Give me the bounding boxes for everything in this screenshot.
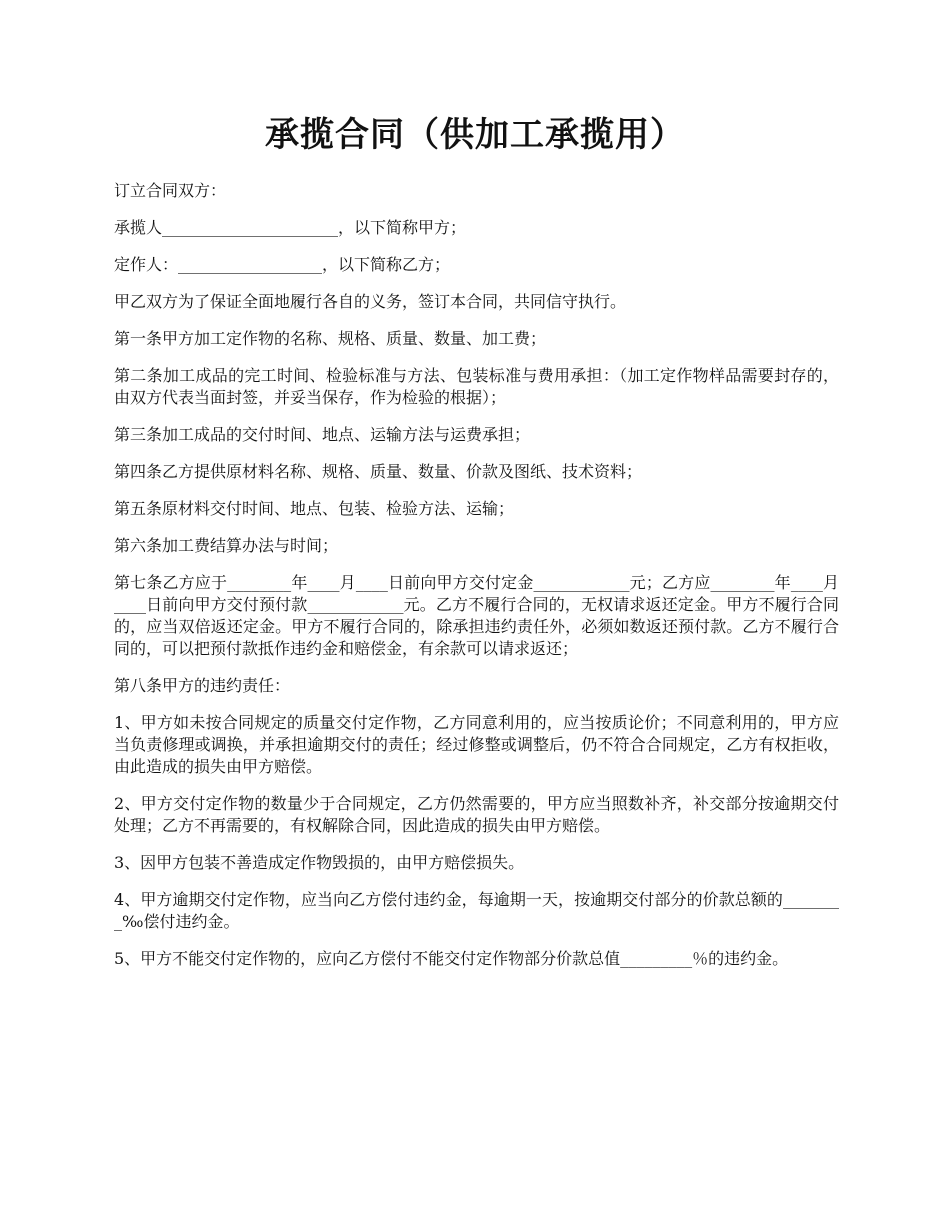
paragraph-article-6: 第六条加工费结算办法与时间； <box>114 536 339 555</box>
paragraph-article-5: 第五条原材料交付时间、地点、包装、检验方法、运输； <box>114 499 515 518</box>
paragraph-article-3: 第三条加工成品的交付时间、地点、运输方法与运费承担； <box>114 425 531 444</box>
paragraph-preamble: 甲乙双方为了保证全面地履行各自的义务，签订本合同，共同信守执行。 <box>114 292 627 311</box>
paragraph-clause-1: 1、甲方如未按合同规定的质量交付定作物，乙方同意利用的，应当按质论价；不同意利用的，甲方应当负责修理或调换，并承担逾期交付的责任；经过修整或调整后，仍不符合合同规定，乙方有权拒收，由此造成的损失由甲方赔偿。 <box>114 713 839 776</box>
paragraph-orderer: 定作人：__________________，以下简称乙方； <box>114 255 451 274</box>
paragraph-article-8: 第八条甲方的违约责任： <box>114 676 291 695</box>
document-body <box>114 180 839 985</box>
document-title: 承揽合同（供加工承揽用） <box>265 115 685 155</box>
paragraph-article-7: 第七条乙方应于________年____月____日前向甲方交付定金____________元；乙方应________年____月____日前向甲方交付预付款____________元。乙方不履行合同的，无权请求返还定金。甲方不履行合同的，应当双倍返还定金。甲方不履行合同的，除承担违约责任外，必须如数返还预付款。乙方不履行合同的，可以把预付款抵作违约金和赔偿金，有余款可以请求返还； <box>114 573 839 658</box>
paragraph-clause-5: 5、甲方不能交付定作物的，应向乙方偿付不能交付定作物部分价款总值_________％的违约金。 <box>114 949 789 968</box>
paragraph-contractor: 承揽人______________________，以下简称甲方； <box>114 218 467 237</box>
paragraph-article-4: 第四条乙方提供原材料名称、规格、质量、数量、价款及图纸、技术资料； <box>114 462 643 481</box>
paragraph-clause-4: 4、甲方逾期交付定作物，应当向乙方偿付违约金，每逾期一天，按逾期交付部分的价款总额的________‰偿付违约金。 <box>114 890 839 931</box>
paragraph-clause-2: 2、甲方交付定作物的数量少于合同规定，乙方仍然需要的，甲方应当照数补齐，补交部分按逾期交付处理；乙方不再需要的，有权解除合同，因此造成的损失由甲方赔偿。 <box>114 794 839 835</box>
paragraph-clause-3: 3、因甲方包装不善造成定作物毁损的，由甲方赔偿损失。 <box>114 853 525 872</box>
paragraph-parties-heading: 订立合同双方： <box>114 181 227 200</box>
paragraph-article-2: 第二条加工成品的完工时间、检验标准与方法、包装标准与费用承担：（加工定作物样品需要封存的，由双方代表当面封签，并妥当保存，作为检验的根据）； <box>114 366 839 407</box>
paragraph-article-1: 第一条甲方加工定作物的名称、规格、质量、数量、加工费； <box>114 329 547 348</box>
